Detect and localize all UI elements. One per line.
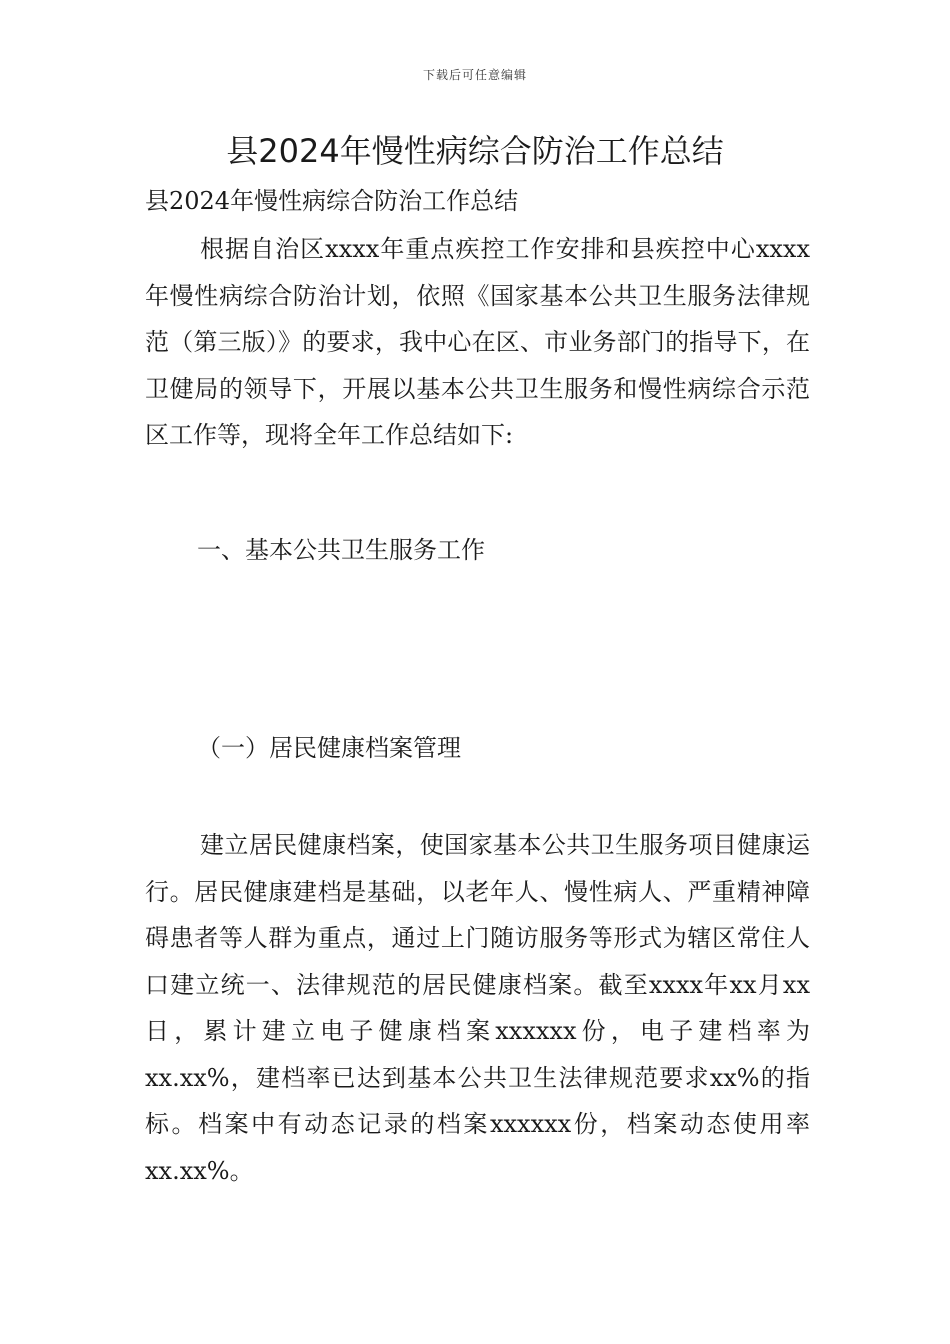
document-title: 县2024年慢性病综合防治工作总结 [226, 132, 724, 170]
subsection-heading-1: （一）居民健康档案管理 [197, 734, 461, 762]
intro-paragraph: 根据自治区xxxx年重点疾控工作安排和县疾控中心xxxx年慢性病综合防治计划，依照《国家基本公共卫生服务法律规范（第三版）》的要求，我中心在区、市业务部门的指导下，在卫健局的领导下，开展以基本公共卫生服务和慢性病综合示范区工作等，现将全年工作总结如下: [145, 235, 810, 449]
subsection-paragraph-1: 建立居民健康档案，使国家基本公共卫生服务项目健康运行。居民健康建档是基础，以老年人、慢性病人、严重精神障碍患者等人群为重点，通过上门随访服务等形式为辖区常住人口建立统一、法律规范的居民健康档案。截至xxxx年xx月xx日，累计建立电子健康档案xxxxxx份，电子建档率为xx.xx%，建档率已达到基本公共卫生法律规范要求xx%的指标。档案中有动态记录的档案xxxxxx份，档案动态使用率xx.xx%。 [145, 831, 810, 1185]
header-note: 下载后可任意编辑 [422, 68, 527, 82]
section-heading-1: 一、基本公共卫生服务工作 [197, 536, 485, 564]
document-subtitle: 县2024年慢性病综合防治工作总结 [145, 187, 519, 215]
